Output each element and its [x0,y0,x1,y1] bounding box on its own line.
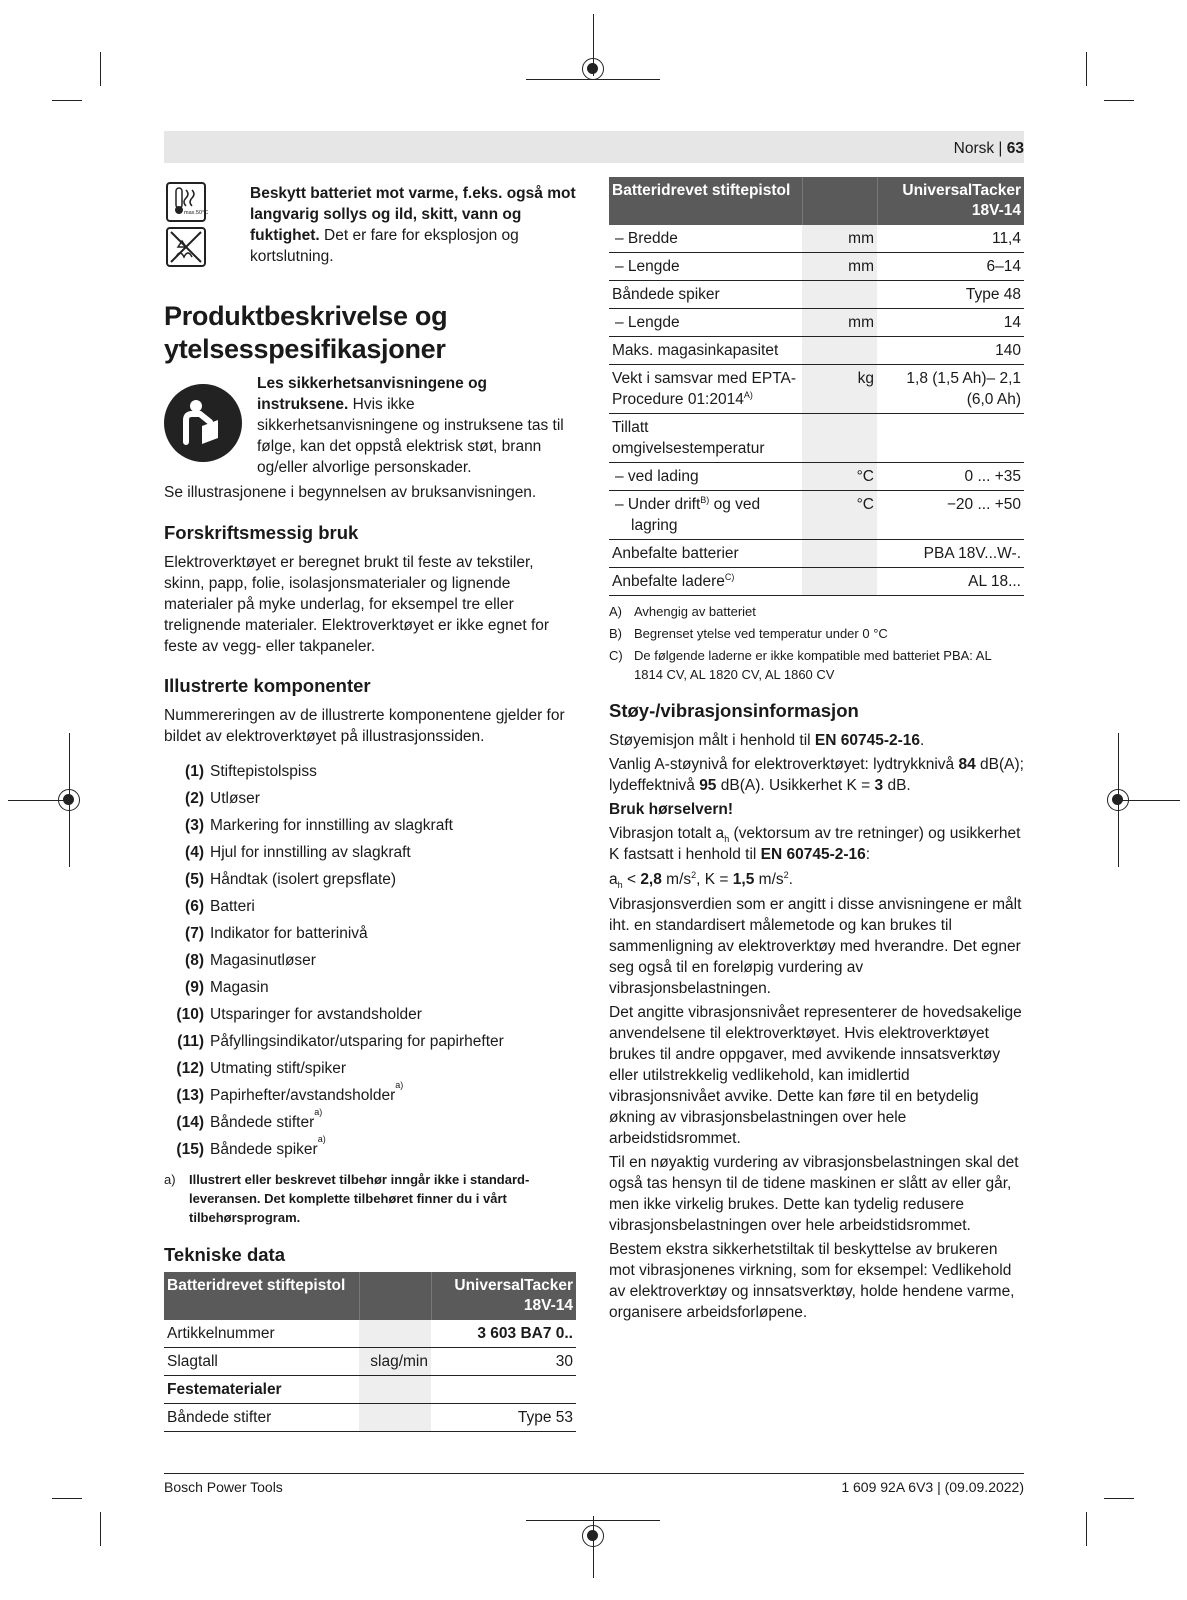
registration-mark [582,1525,604,1547]
components-footnote: a) Illustrert eller beskrevet tilbehør inngår ikke i standardleveransen. Det komplette tilbehøret finner du i vårt tilbehørsprogram. [164,1172,530,1225]
footnote: B) Begrenset ytelse ved temperatur under 0 °C [609,626,888,641]
list-item: (9) Magasin [185,979,269,996]
section-title-components: Illustrerte komponenter [164,675,371,696]
registration-mark [1107,789,1129,811]
table-row: – ved lading °C 0 ... +35 [609,463,1024,491]
components-intro: Nummereringen av de illustrerte komponentene gjelder for bildet av elektroverktøyet på illustrasjonssiden. [164,707,565,745]
list-item: (14) Båndede stifter a) [176,1107,323,1131]
vibration-paragraph: Til en nøyaktig vurdering av vibrasjonsbelastningen skal det også tas hensyn til de tidene maskinen er slått av eller går, men ikke virkelig brukes. Dette kan tydelig redusere vibrasjonsbelastningen over hele arbeidstidsrommet. [609,1154,1019,1234]
table-row: Maks. magasinkapasitet 140 [609,337,1024,365]
crop-mark [100,52,101,86]
table-row: Artikkelnummer 3 603 BA7 0.. [164,1320,576,1348]
table-row: Vekt i samsvar med EPTA-Procedure $01:2014^{A)}$ kg 1,8 (1,5 Ah)– 2,1 (6,0 Ah) [609,365,1024,414]
crop-mark [100,1512,101,1546]
footer-divider [164,1473,1024,1474]
table-row: Anbefalte ladere$^{C)}$ AL 18... [609,568,1024,596]
list-item: (3) Markering for innstilling av slagkraft [185,817,453,834]
page-number: 63 [1006,140,1024,157]
footnote: A) Avhengig av batteriet [609,604,756,619]
table-row: Tillatt omgivelsestemperatur [609,414,1024,463]
header-bar [164,131,1024,163]
section-title-noise: Støy-/vibrasjonsinformasjon [609,700,859,721]
list-item: (10) Utsparinger for avstandsholder [176,1006,422,1023]
list-item: (15) Båndede spiker a) [176,1134,326,1158]
list-item: (7) Indikator for batterinivå [185,925,368,942]
table-row: Båndede spiker Type 48 [609,281,1024,309]
icon-temp-label: max.50°C [184,210,209,216]
section-title-product: Produktbeskrivelse og ytelsesspesifikasjoner [164,301,448,364]
noise-section [609,730,1024,1323]
safety-notice: Les sikkerhetsanvisningene og instruksene. Hvis ikke sikkerhetsanvisningene og instruksene tas til følge, kan det oppstå elektrisk støt, brann og/eller alvorlige personskader. [257,375,564,476]
vibration-total: Vibrasjon totalt $a_h$ (vektorsum av tre retninger) og usikkerhet K fastsatt i henhold til EN 60745-2-16: [609,825,1021,863]
no-water-icon [166,227,206,267]
crop-mark [52,100,82,101]
registration-mark-line [1120,800,1180,801]
table-row: – Bredde mm 11,4 [609,225,1024,253]
list-item: (4) Hjul for innstilling av slagkraft [185,844,411,861]
crop-mark [1104,1498,1134,1499]
vibration-values: $a_h < 2,8$ $m/s^2$, K = 1,5 $m/s^2$. [609,869,793,891]
section-title-intended-use: Forskriftsmessig bruk [164,522,359,543]
noise-emission: Støyemisjon målt i henhold til EN 60745-2-16. [609,732,925,749]
vibration-paragraph: Det angitte vibrasjonsnivået representerer de hovedsakelige anvendelsene til elektroverktøyet. Hvis elektroverktøyet brukes til andre oppgaver, med avvikende innsatsverktøy eller utilstrekkelig vedlikehold, kan imidlertid vibrasjonsnivået avvike. Dette kan føre til en betydelig økning av vibrasjonsbelastningen over hele arbeidstidsrommet. [609,1004,1022,1147]
list-item: (6) Batteri [185,898,255,915]
table-row: – Under drift$^{B)}$ og ved lagring °C −20 ... +50 [609,491,1024,540]
footer-brand: Bosch Power Tools [164,1479,283,1495]
list-item: (5) Håndtak (isolert grepsflate) [185,871,397,888]
crop-mark [1086,1512,1087,1546]
battery-warning: Beskytt batteriet mot varme, f.eks. også mot langvarig sollys og ild, skitt, vann og fuktighet. Det er fare for eksplosjon og kortslutning. [250,185,576,265]
section-title-tech: Tekniske data [164,1244,285,1265]
registration-mark [582,58,604,80]
component-list [164,761,584,1166]
vibration-paragraph: Vibrasjonsverdien som er angitt i disse anvisningene er målt iht. en standardisert målemetode og kan brukes til sammenligning av elektroverktøy med hverandre. Det egner seg også til en foreløpig vurdering av vibrasjonsbelastningen. [609,896,1022,997]
table-row: – Lengde mm 14 [609,309,1024,337]
read-manual-icon [164,384,242,462]
list-item: (8) Magasinutløser [185,952,316,969]
see-illustrations: Se illustrasjonene i begynnelsen av bruksanvisningen. [164,484,537,501]
tech-table-left [164,1272,576,1432]
list-item: (11) Påfyllingsindikator/utsparing for papirhefter [177,1033,504,1050]
vibration-paragraph: Bestem ekstra sikkerhetstiltak til beskyttelse av brukeren mot vibrasjonenes virkning, som for eksempel: Vedlikehold av elektroverktøy og innsatsverktøy, holde hendene varme, organisere arbeidsforløpene. [609,1241,1015,1321]
tech-footnotes [609,602,1024,684]
footnote: C) De følgende laderne er ikke kompatible med batteriet PBA: AL 1814 CV, AL 1820 CV, AL 1860 CV [609,648,992,682]
table-row: Slagtall slag/min 30 [164,1348,576,1376]
table-row: – Lengde mm 6–14 [609,253,1024,281]
registration-mark-line [526,1520,660,1521]
crop-mark [52,1498,82,1499]
tech-table-right [609,177,1024,684]
footer-doc-number: 1 609 92A 6V3 | (09.09.2022) [841,1479,1024,1495]
intended-use-text: Elektroverktøyet er beregnet brukt til feste av tekstiler, skinn, papp, folie, isolasjonsmaterialer og lignende materialer på myke underlag, for eksempel tre eller trelignende materialer. Elektroverktøyet er ikke egnet for feste av vegg- eller takpaneler. [164,554,550,655]
table-row: Anbefalte batterier PBA 18V...W-. [609,540,1024,568]
page-header: Norsk | 63 [953,140,1024,157]
header-language: Norsk [953,140,995,157]
table-header: Batteridrevet stiftepistol UniversalTacker 18V-14 [609,177,1024,225]
hearing-protection: Bruk hørselvern! [609,801,734,818]
list-item: (1) Stiftepistolspiss [185,763,317,780]
list-item: (13) Papirhefter/avstandsholder a) [176,1080,404,1104]
list-item: (12) Utmating stift/spiker [176,1060,347,1077]
crop-mark [1104,100,1134,101]
noise-levels: Vanlig A-støynivå for elektroverktøyet: lydtrykknivå 84 dB(A); lydeffektnivå 95 dB(A). Usikkerhet K = 3 dB. [609,756,1024,794]
table-row: Festematerialer [164,1376,576,1404]
list-item: (2) Utløser [185,790,260,807]
heat-protection-icon [166,182,209,222]
table-header: Batteridrevet stiftepistol UniversalTacker 18V-14 [164,1272,576,1320]
crop-mark [1086,52,1087,86]
registration-mark [58,789,80,811]
table-row: Båndede stifter Type 53 [164,1404,576,1432]
